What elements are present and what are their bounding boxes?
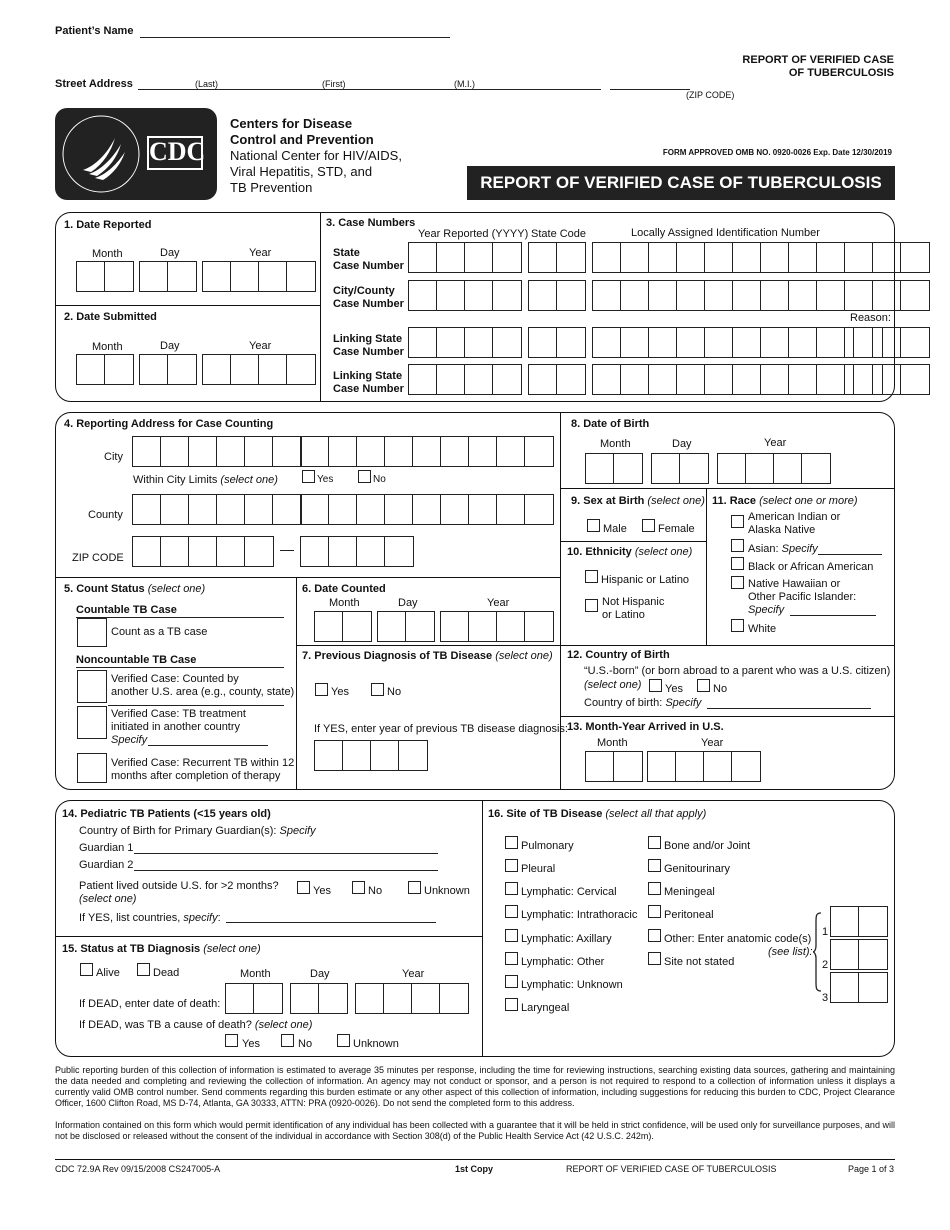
s4-within-yes-checkbox[interactable] [302,470,315,483]
s16-pulmonary-checkbox[interactable] [505,836,518,849]
panel2-hdiv-h [560,716,894,717]
s16-peritoneal-checkbox[interactable] [648,905,661,918]
s5-v2-label: Verified Case: TB treatment initiated in another country Specify [111,708,246,746]
s12-cob-label: Country of birth: Specify [584,697,702,709]
s14-yes-label: Yes [313,885,331,897]
panel2-hdiv-g [560,645,894,646]
s3-row1-label: State Case Number [333,247,404,272]
s5-title: 5. Count Status (select one) [64,583,206,595]
panel2-hdiv-a [56,577,560,578]
s6-day: Day [398,597,418,609]
s15-cause-label: If DEAD, was TB a cause of death? (select one) [79,1019,313,1031]
s1-year: Year [249,247,272,259]
s15-no-checkbox[interactable] [281,1034,294,1047]
org-name: Centers for Disease Control and Prevention National Center for HIV/AIDS, Viral Hepatitis, STD, and TB Prevention [230,116,402,195]
zip-field[interactable] [610,89,690,90]
s4-city-cells-b[interactable] [300,436,554,467]
s14-cob-label: Country of Birth for Primary Guardian(s): Specify [79,825,316,837]
panel2-hdiv-c [296,645,560,646]
s16-lymph-intrathoracic-label: Lymphatic: Intrathoracic [521,909,638,921]
s5-noncountable-rule [76,667,284,668]
s11-title: 11. Race (select one or more) [712,495,858,507]
s15-month-cells[interactable] [225,983,283,1014]
s3-title: 3. Case Numbers [326,217,416,229]
s7-if-yes-label: If YES, enter year of previous TB disease diagnosis: [314,723,568,735]
footer-page-number: Page 1 of 3 [847,1164,894,1174]
s15-if-dead-label: If DEAD, enter date of death: [79,998,221,1010]
s8-day-cells[interactable] [651,453,709,484]
s2-year: Year [249,340,272,352]
panel2-hdiv-f [560,541,706,542]
s8-year-cells[interactable] [717,453,831,484]
s4-county-label: County [88,509,123,521]
s12-no-checkbox[interactable] [697,679,710,692]
s4-within-no-label: No [373,474,386,485]
s6-month: Month [329,597,360,609]
s9-male-label: Male [603,523,627,535]
s15-alive-label: Alive [96,967,120,979]
s12-select-one: (select one) [584,679,642,691]
s3-row3-state[interactable] [528,327,586,358]
s3-row1-state[interactable] [528,242,586,273]
panel2-vdiv-b [296,577,297,789]
s8-month: Month [600,438,631,450]
s15-year: Year [402,968,425,980]
s4-within-no-checkbox[interactable] [358,470,371,483]
s15-alive-checkbox[interactable] [80,963,93,976]
s14-unknown-checkbox[interactable] [408,881,421,894]
s3-row4-year[interactable] [408,364,522,395]
mi-caption: (M.I.) [454,79,475,89]
s14-lived-label: Patient lived outside U.S. for >2 months? [79,880,279,892]
s13-year-cells[interactable] [647,751,761,782]
s11-black-checkbox[interactable] [731,557,744,570]
patient-name-field[interactable] [140,37,450,38]
cdc-wordmark: CDC [147,136,203,170]
s10-not-hispanic-checkbox[interactable] [585,599,598,612]
s3-row2-year[interactable] [408,280,522,311]
s16-bone-checkbox[interactable] [648,836,661,849]
s3-row2-label: City/County Case Number [333,285,404,310]
s9-title: 9. Sex at Birth (select one) [571,495,705,507]
s4-zip-cells-a[interactable] [132,536,274,567]
s3-row3-year[interactable] [408,327,522,358]
s11-nh-specify-field[interactable] [790,615,876,616]
s14-unknown-label: Unknown [424,885,470,897]
s16-not-stated-checkbox[interactable] [648,952,661,965]
s2-month: Month [92,341,123,353]
s11-black-label: Black or African American [748,561,874,573]
s3-row2-local[interactable] [592,280,930,311]
s7-year-cells[interactable] [314,740,428,771]
footer-form-title: REPORT OF VERIFIED CASE OF TUBERCULOSIS [566,1164,777,1174]
s14-if-yes-label: If YES, list countries, specify: [79,912,221,924]
s5-v2-specify-field[interactable] [148,745,268,746]
s1-title: 1. Date Reported [64,219,152,231]
zip-caption: (ZIP CODE) [686,90,735,100]
street-address-label: Street Address [55,78,133,90]
s5-v1-label: Verified Case: Counted by another U.S. area (e.g., county, state) [111,673,295,698]
s2-day-cells[interactable] [139,354,197,385]
s5-v1-checkbox[interactable] [77,670,107,703]
s16-brace-icon [812,912,822,996]
confidentiality-statement: Information contained on this form which would permit identification of any individual has been collected with a guarantee that it will be held in strict confidence, will be used only for surveillance purposes, and will not be disclosed or released without the consent of the individual in accordance with Section 308(d) of the Public Health Service Act (42 U.S.C. 242m). [55,1120,895,1141]
s13-title: 13. Month-Year Arrived in U.S. [567,721,724,733]
s6-year-cells[interactable] [440,611,554,642]
s5-v3-checkbox[interactable] [77,753,107,783]
s4-county-cells-b[interactable] [300,494,554,525]
s16-title: 16. Site of TB Disease (select all that apply) [488,808,707,820]
s12-yes-label: Yes [665,683,683,695]
s16-other-checkbox[interactable] [648,929,661,942]
s4-county-cells-a[interactable] [132,494,302,525]
s16-peritoneal-label: Peritoneal [664,909,714,921]
s14-guardian1-label: Guardian 1 [79,842,134,854]
patient-name-label: Patient’s Name [55,25,134,37]
s12-no-label: No [713,683,728,695]
s11-asian-specify-field[interactable] [818,554,882,555]
s16-meningeal-label: Meningeal [664,886,715,898]
s16-code3-cells[interactable] [830,972,888,1003]
s3-col-local: Locally Assigned Identification Number [631,227,820,239]
panel2-hdiv-d [560,488,894,489]
s4-zip-cells-b[interactable] [300,536,414,567]
s2-day: Day [160,340,180,352]
report-title: REPORT OF VERIFIED CASE OF TUBERCULOSIS [742,54,894,79]
s10-not-hispanic-label: Not Hispanic or Latino [602,596,665,621]
s16-pulmonary-label: Pulmonary [521,840,574,852]
s3-col-state: State Code [531,228,587,240]
s15-day: Day [310,968,330,980]
first-caption: (First) [322,79,346,89]
s16-lymph-cervical-checkbox[interactable] [505,882,518,895]
s15-unknown-label: Unknown [353,1038,399,1050]
s11-nh-checkbox[interactable] [731,576,744,589]
s6-month-cells[interactable] [314,611,372,642]
panel3-hdiv [56,936,482,937]
s16-laryngeal-label: Laryngeal [521,1002,570,1014]
s3-row4-reason[interactable] [853,364,883,395]
s10-title: 10. Ethnicity (select one) [567,546,693,558]
s16-see-list: (see list): [768,946,813,958]
s15-title: 15. Status at TB Diagnosis (select one) [62,943,261,955]
s5-count-as-checkbox[interactable] [77,618,107,647]
s16-lymph-axillary-checkbox[interactable] [505,929,518,942]
s1-month-cells[interactable] [76,261,134,292]
s3-row1-local[interactable] [592,242,930,273]
s12-question: “U.S.-born” (or born abroad to a parent who was a U.S. citizen) [584,665,891,677]
s16-lymph-other-label: Lymphatic: Other [521,956,605,968]
s16-lymph-unknown-label: Lymphatic: Unknown [521,979,623,991]
s8-day: Day [672,438,692,450]
s1-month: Month [92,248,123,260]
s16-not-stated-label: Site not stated [664,956,735,968]
s16-pleural-label: Pleural [521,863,556,875]
s16-code2-number: 2 [822,959,829,971]
s5-noncountable-label: Noncountable TB Case [76,654,197,666]
s14-guardian1-field[interactable] [134,853,438,854]
s12-title: 12. Country of Birth [567,649,670,661]
burden-statement: Public reporting burden of this collection of information is estimated to average 35 minutes per response, including the time for reviewing instructions, searching existing data sources, gathering and maintaining the data needed and completing and reviewing the collection of information. An agency may not conduct or sponsor, and a person is not required to respond to a collection of information unless it displays a currently valid OMB control number. Send comments regarding this burden estimate or any other aspect of this collection of information, including suggestions for reducing this burden to CDC, Project Clearance Officer, 1600 Clifton Road, MS D-74, Atlanta, GA 30333, ATTN: PRA (0920-0026). Do not send the completed form to this address. [55,1065,895,1108]
s11-white-checkbox[interactable] [731,619,744,632]
s16-other-label: Other: Enter anatomic code(s) [664,933,812,945]
s14-no-label: No [368,885,383,897]
s11-white-label: White [748,623,777,635]
s3-row4-label: Linking State Case Number [333,370,404,395]
panel2-vdiv-e [706,488,707,646]
s16-pleural-checkbox[interactable] [505,859,518,872]
s10-hispanic-checkbox[interactable] [585,570,598,583]
s3-row1-year[interactable] [408,242,522,273]
s16-code1-cells[interactable] [830,906,888,937]
s3-reason-label: Reason: [850,312,891,324]
footer-rule [55,1159,895,1160]
s7-yes-checkbox[interactable] [315,683,328,696]
s13-month-cells[interactable] [585,751,643,782]
s14-guardian2-field[interactable] [134,870,438,871]
s10-hispanic-label: Hispanic or Latino [601,574,690,586]
s3-row3-label: Linking State Case Number [333,333,404,358]
s9-female-checkbox[interactable] [642,519,655,532]
panel1-hdivider [56,305,320,306]
s5-v1-rule [108,705,284,706]
s11-nh-label: Native Hawaiian or Other Pacific Islander: Specify [748,578,857,616]
s11-asian-label: Asian: Specify [748,543,818,555]
s16-code2-cells[interactable] [830,939,888,970]
s4-within-yes-label: Yes [317,474,334,485]
s16-genitourinary-checkbox[interactable] [648,859,661,872]
street-address-field[interactable] [138,89,601,90]
s13-year: Year [701,737,724,749]
s3-row2-state[interactable] [528,280,586,311]
s3-row3-reason[interactable] [853,327,883,358]
s16-code1-number: 1 [822,926,829,938]
s9-male-checkbox[interactable] [587,519,600,532]
s15-yes-label: Yes [242,1038,260,1050]
s4-city-label: City [104,451,123,463]
s16-code3-number: 3 [822,992,829,1004]
s14-countries-field[interactable] [226,922,436,923]
s1-day: Day [160,247,180,259]
s13-month: Month [597,737,628,749]
s7-no-label: No [387,686,402,698]
s15-month: Month [240,968,271,980]
s6-title: 6. Date Counted [302,583,386,595]
s12-cob-field[interactable] [707,708,871,709]
s8-title: 8. Date of Birth [571,418,650,430]
s16-lymph-intrathoracic-checkbox[interactable] [505,905,518,918]
s16-lymph-cervical-label: Lymphatic: Cervical [521,886,617,898]
s14-guardian2-label: Guardian 2 [79,859,134,871]
s14-no-checkbox[interactable] [352,881,365,894]
s8-month-cells[interactable] [585,453,643,484]
s16-lymph-axillary-label: Lymphatic: Axillary [521,933,612,945]
s16-laryngeal-checkbox[interactable] [505,998,518,1011]
s7-no-checkbox[interactable] [371,683,384,696]
s15-no-label: No [298,1038,313,1050]
s5-count-as-label: Count as a TB case [111,626,208,638]
panel1-divider [320,213,321,401]
last-caption: (Last) [195,79,219,89]
s1-year-cells[interactable] [202,261,316,292]
s12-yes-checkbox[interactable] [649,679,662,692]
panel3-divider [482,801,483,1056]
s7-title: 7. Previous Diagnosis of TB Disease (select one) [302,650,553,662]
s8-year: Year [764,437,787,449]
s11-asian-checkbox[interactable] [731,539,744,552]
s5-countable-label: Countable TB Case [76,604,177,616]
footer-copy: 1st Copy [455,1164,494,1174]
s7-yes-label: Yes [331,686,349,698]
s2-title: 2. Date Submitted [64,311,157,323]
s6-year: Year [487,597,510,609]
s11-ai-label: American Indian or Alaska Native [748,511,841,536]
s5-countable-rule [76,617,284,618]
s14-select-one: (select one) [79,893,137,905]
s16-meningeal-checkbox[interactable] [648,882,661,895]
s15-dead-checkbox[interactable] [137,963,150,976]
s6-day-cells[interactable] [377,611,435,642]
s15-unknown-checkbox[interactable] [337,1034,350,1047]
s15-dead-label: Dead [153,967,180,979]
s4-city-cells-a[interactable] [132,436,302,467]
s5-v3-label: Verified Case: Recurrent TB within 12 months after completion of therapy [111,757,295,782]
s5-v2-checkbox[interactable] [77,706,107,739]
cdc-logo [55,108,217,200]
s4-title: 4. Reporting Address for Case Counting [64,418,274,430]
footer-form-id: CDC 72.9A Rev 09/15/2008 CS247005-A [55,1164,221,1174]
s15-year-cells[interactable] [355,983,469,1014]
s15-day-cells[interactable] [290,983,348,1014]
omb-notice: FORM APPROVED OMB NO. 0920-0026 Exp. Date 12/30/2019 [662,148,892,157]
s16-lymph-unknown-checkbox[interactable] [505,975,518,988]
s15-yes-checkbox[interactable] [225,1034,238,1047]
s16-genitourinary-label: Genitourinary [664,863,731,875]
s3-row4-state[interactable] [528,364,586,395]
s2-month-cells[interactable] [76,354,134,385]
s11-ai-checkbox[interactable] [731,515,744,528]
s9-female-label: Female [658,523,695,535]
s2-year-cells[interactable] [202,354,316,385]
s4-zip-label: ZIP CODE [72,552,124,564]
zip-dash [280,550,294,551]
s4-within-label: Within City Limits (select one) [133,474,278,486]
s16-lymph-other-checkbox[interactable] [505,952,518,965]
s14-yes-checkbox[interactable] [297,881,310,894]
form-banner: REPORT OF VERIFIED CASE OF TUBERCULOSIS [467,166,895,200]
s14-title: 14. Pediatric TB Patients (<15 years old) [62,808,271,820]
s16-bone-label: Bone and/or Joint [664,840,751,852]
s3-col-year: Year Reported (YYYY) [418,228,529,240]
s1-day-cells[interactable] [139,261,197,292]
